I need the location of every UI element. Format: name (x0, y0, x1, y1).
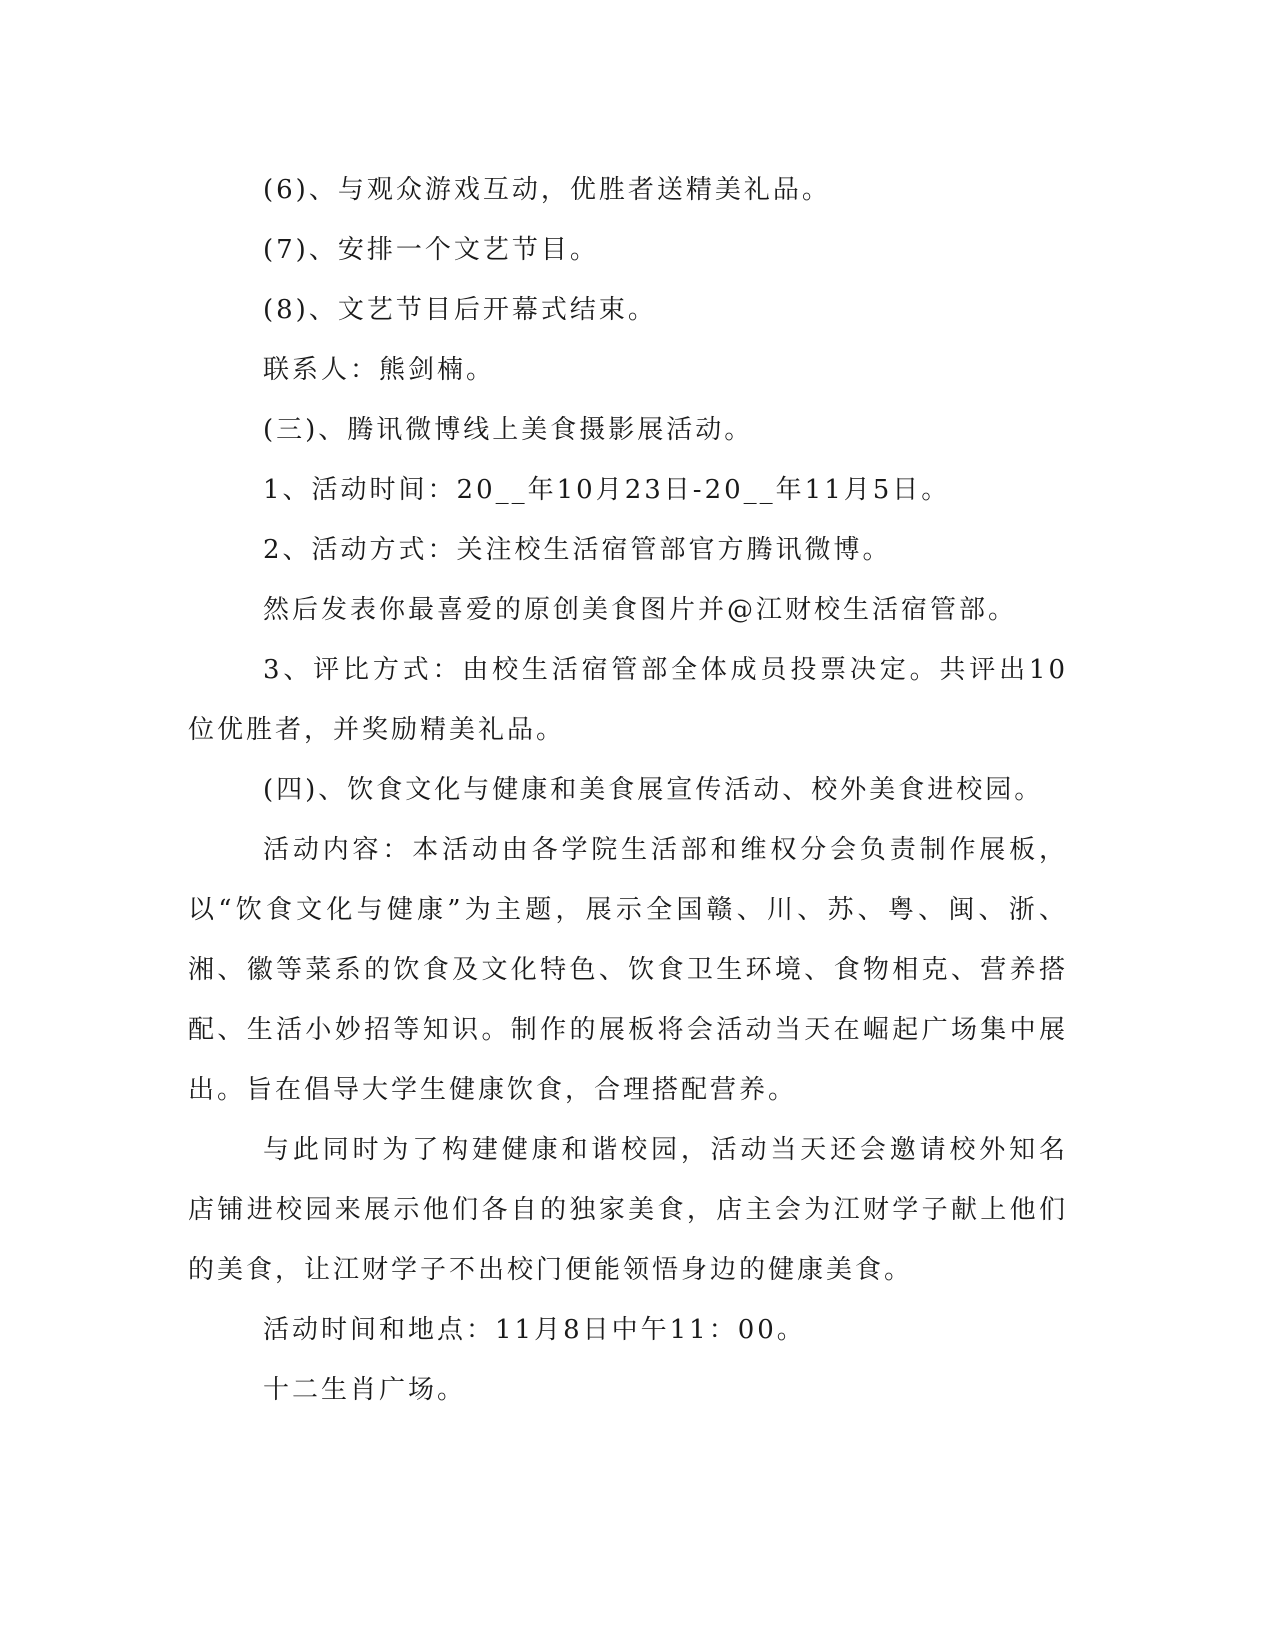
document-body (188, 160, 1068, 1420)
paragraph-opening-end: (8)、文艺节目后开幕式结束。 (263, 295, 657, 325)
paragraph-activity-content: 活动内容：本活动由各学院生活部和维权分会负责制作展板，以“饮食文化与健康”为主题，展示全国赣、川、苏、粤、闽、浙、湘、徽等菜系的饮食及文化特色、饮食卫生环境、食物相克、营养搭配、生活小妙招等知识。制作的展板将会活动当天在崛起广场集中展出。旨在倡导大学生健康饮食，合理搭配营养。 (188, 835, 1068, 1105)
section-heading-weibo-photo: (三)、腾讯微博线上美食摄影展活动。 (263, 415, 754, 445)
paragraph-post-photo: 然后发表你最喜爱的原创美食图片并@江财校生活宿管部。 (263, 595, 1018, 625)
paragraph-time-place: 活动时间和地点：11月8日中午11：00。 (263, 1315, 806, 1345)
paragraph-game-interaction: (6)、与观众游戏互动，优胜者送精美礼品。 (263, 175, 831, 205)
paragraph-art-program: (7)、安排一个文艺节目。 (263, 235, 599, 265)
paragraph-activity-time: 1、活动时间：20__年10月23日-20__年11月5日。 (263, 475, 951, 505)
paragraph-venue: 十二生肖广场。 (263, 1375, 467, 1405)
paragraph-outside-shops: 与此同时为了构建健康和谐校园，活动当天还会邀请校外知名店铺进校园来展示他们各自的独家美食，店主会为江财学子献上他们的美食，让江财学子不出校门便能领悟身边的健康美食。 (188, 1135, 1068, 1285)
paragraph-contact-person: 联系人：熊剑楠。 (263, 355, 496, 385)
paragraph-evaluation-method: 3、评比方式：由校生活宿管部全体成员投票决定。共评出10位优胜者，并奖励精美礼品。 (188, 655, 1068, 745)
paragraph-activity-method: 2、活动方式：关注校生活宿管部官方腾讯微博。 (263, 535, 892, 565)
section-heading-food-culture: (四)、饮食文化与健康和美食展宣传活动、校外美食进校园。 (263, 775, 1044, 805)
